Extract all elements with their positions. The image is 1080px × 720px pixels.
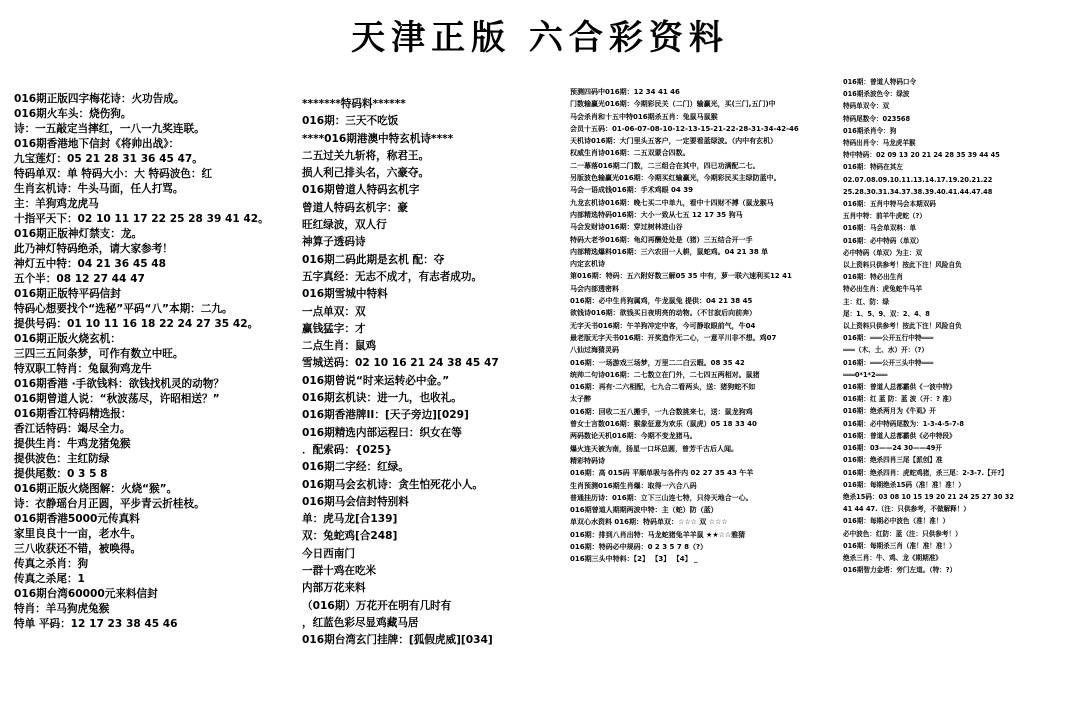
- text-line: 最老版无字天书016期：开奖造作无二心，一意平川非不想。鸡07: [570, 333, 777, 342]
- text-line: 绝杀三肖：牛、鸡、龙《期期准》: [843, 553, 942, 562]
- text-line: 九龙玄机诗016期：晚七买二中单九，看中十四财不搏（鼠龙猴马: [570, 198, 774, 207]
- text-line: 必中波色：红防：蓝（注：只供参考！）: [843, 529, 962, 538]
- text-line: 香江话特码：竭尽全力。: [14, 423, 131, 435]
- text-line: 016期：三天不吃饭: [302, 115, 399, 128]
- text-line: 特单 平码：12 17 23 38 45 46: [14, 618, 178, 630]
- text-line: 016期曾道人特码玄机字: [302, 184, 420, 197]
- text-line: 016期：绝杀四肖：虎蛇鸡猪，杀三尾：2-3-7.【开?】: [843, 468, 1008, 477]
- text-line: 016期：五肖中特马会本期双码: [843, 200, 936, 209]
- text-line: 016期：必中生肖狗属鸡，牛龙鼠兔 提供：04 21 38 45: [570, 297, 753, 306]
- text-line: 精彩特码诗: [570, 456, 605, 465]
- text-line: 雪城送码：02 10 16 21 24 38 45 47: [302, 357, 499, 370]
- text-line: 016期：曾道人总都霸供《一波中特》: [843, 383, 956, 392]
- text-line: 016期：红 蓝 防：蓝 波（开：? 准）: [843, 395, 956, 404]
- text-line: 旺红绿波，双人行: [302, 219, 387, 232]
- text-line: 绝杀15码：03 08 10 15 19 20 21 24 25 27 30 32: [843, 492, 1014, 501]
- text-line: 016期三头中特料：【2】 【3】 【4】 _: [570, 555, 698, 564]
- column-1: [14, 92, 299, 632]
- text-line: 预测四码中016期：12 34 41 46: [570, 88, 680, 96]
- text-line: 内部万花来料: [302, 582, 366, 595]
- text-line: 016期台湾60000元来料信封: [14, 588, 158, 600]
- text-line: 016期：每期绝杀15码（准！准！准！）: [843, 480, 965, 489]
- text-line: 016期曾道人说：“秋波荡尽，许昭相送？”: [14, 393, 220, 405]
- text-line: 016期香港地下信封《将帅出战》：: [14, 138, 180, 150]
- text-line: 十指平天下：02 10 11 17 22 25 28 39 41 42。: [14, 213, 269, 225]
- text-line: 016期正版火烧图解：火烧“猴”。: [14, 483, 178, 495]
- text-line: 今日西南门: [302, 547, 355, 560]
- text-line: 特码心想要找个“选秘”平码“八”本期：二九。: [14, 303, 233, 315]
- text-line: 016期香江特码精选报：: [14, 408, 132, 420]
- text-line: 016期：曾道人总都霸供《必中特段》: [843, 431, 956, 440]
- text-line: 特肖：羊马狗虎兔猴: [14, 603, 110, 615]
- text-line: 两码数论天机016期：今期不变龙猪马。: [570, 432, 697, 441]
- text-line: 016期正版神灯禁支：龙。: [14, 228, 143, 240]
- text-line: 无字天书016期：午羊狗冲定中客，今可静取眼前气，牛04: [570, 321, 756, 330]
- text-line: 生肖玄机诗：牛头马面，任人打骂。: [14, 183, 184, 195]
- page-title: 天津正版 六合彩资料: [351, 18, 729, 58]
- text-line: 传真之杀肖：狗: [14, 558, 89, 570]
- text-line: 三四三五问条梦，可作有数立中旺。: [14, 348, 184, 360]
- text-line: 曾女士言数016期：猴象征意为欢乐（鼠虎）05 18 33 40: [570, 420, 757, 429]
- text-line: 016期：一场游戏三场梦，万里二二白云暇。08 35 42: [570, 358, 745, 367]
- text-line: 诗：一五敲定当摔红，一八一九奖连联。: [14, 123, 205, 135]
- text-line: 传真之杀尾：1: [14, 573, 85, 585]
- text-line: ═══（木、土、水）开：（?）: [843, 346, 928, 355]
- text-line: 016期：高 015码 平顺单吸与各件内 02 27 35 43 午羊: [570, 469, 754, 478]
- text-line: 特码出肖令：马龙虎羊猴: [843, 139, 916, 148]
- text-line: 统帅二句诗016期：二七数立在门外，二七四五两相对。鼠猪: [570, 370, 760, 379]
- text-line: 欲钱诗016期：欲钱买日夜明亮的动物。（不甘寂后向前奔）: [570, 309, 757, 318]
- text-line: 016期马会玄机诗：贪生怕死花小人。: [302, 478, 484, 491]
- text-line: 主：羊狗鸡龙虎马: [14, 198, 99, 210]
- text-line: 016期火车头：烧伤狗。: [14, 108, 132, 120]
- text-line: 016期智力金塔：旁门左道。（特：?）: [843, 566, 957, 575]
- text-line: 赢钱猛字：才: [302, 322, 366, 335]
- text-line: 马会发财诗016期：穿过树林进山谷: [570, 223, 683, 232]
- text-line: ═══0*1*2═══: [843, 370, 888, 379]
- text-line: 必中特码（单双）为主：双: [843, 248, 923, 257]
- text-line: 016期：马会单双料：单: [843, 224, 917, 233]
- text-line: 016期：再有·二六相配，七九合二看两头，送：猪狗蛇不如: [570, 383, 756, 392]
- text-line: 太子醉: [570, 395, 591, 404]
- text-line: 016期：每期必中波色（准！准！）: [843, 517, 950, 526]
- text-line: 特码单双：单 特码大小：大 特码波色：红: [14, 168, 213, 180]
- text-line: 以上资料只供参考！按此下注！风险自负: [843, 322, 962, 331]
- text-line: 二一幕落016期二门数，二三组合在其中，四已功满配二七。: [570, 161, 760, 170]
- text-line: 生肖预测016期生肖爆：取得一六合八码: [570, 481, 697, 490]
- text-line: 016期精选内部运程曰：织女在等: [302, 426, 462, 439]
- text-line: 016期：═══公开五行中特═══: [843, 334, 934, 343]
- text-line: 二五过关九斩将，称君王。: [302, 149, 430, 162]
- text-line: 016期二字经：红绿。: [302, 461, 409, 474]
- text-line: 损人利己排头名，六豪夺。: [302, 167, 430, 180]
- text-line: 三八收获还不错，被唤得。: [14, 543, 142, 555]
- text-line: 特码尾数令：023568: [843, 114, 911, 123]
- text-line: 五字真经：无志不成才，有志者成功。: [302, 270, 483, 283]
- text-line: 016期二码此期是玄机 配：夺: [302, 253, 445, 266]
- text-line: 内部精选爆料016期：三六农田一人耕，鼠蛇鸡。04 21 38 单: [570, 247, 769, 256]
- text-line: 一群十鸡在吃米: [302, 565, 377, 578]
- text-line: 内部精选特码016期：大小一致从七五 12 17 35 狗马: [570, 210, 743, 219]
- text-line: 016期杀肖令：狗: [843, 126, 897, 135]
- text-line: 另版波色输赢光016期：今期买红输赢光，今期彩民买主绿防蓝中。: [570, 174, 781, 183]
- text-line: 41 44 47.（注：只供参考，不做解释！）: [843, 505, 970, 514]
- text-line: 016期正版火烧玄机：: [14, 333, 121, 345]
- text-line: 诗：衣静瑶台月正圆，平步青云折桂枝。: [14, 498, 205, 510]
- text-line: 单：虎马龙[合139]: [302, 513, 398, 526]
- text-line: 016期正版特平码信封: [14, 288, 121, 300]
- text-line: 016期玄机诀：进一九，也收礼。: [302, 392, 462, 405]
- text-line: 内定玄机诗: [570, 260, 605, 269]
- text-line: 家里良良十一亩，老水牛。: [14, 528, 142, 540]
- text-line: 权威生肖诗016期：二五双蒙合四数。: [570, 149, 690, 158]
- text-line: 特码大老爷016期：龟幻再酬处处是（猪）三五结合开一手: [570, 235, 753, 244]
- text-line: 天机诗016期：大门里头五客户，一定要看蓝绿波。（内中有玄机）: [570, 137, 778, 146]
- text-line: 门数输赢光016期：今期彩民关（二门）输赢光，买(三门,五门)中: [570, 100, 776, 109]
- text-line: 爆火连天被为南，扬星一口坏总圆，曾芳千古后人闻。: [570, 444, 738, 453]
- text-line: ，红蓝色彩尽显鸡藏马居: [302, 616, 419, 629]
- text-line: 主：红、防：绿: [843, 297, 890, 306]
- text-line: 八仙过海猜灵码: [570, 346, 619, 355]
- text-line: 尾：1、5、9、双：2、4、8: [843, 309, 930, 318]
- text-line: ．配索码：{025}: [302, 443, 393, 456]
- text-line: 神灯五中特：04 21 36 45 48: [14, 258, 167, 270]
- text-line: 特必出生肖：虎兔蛇牛马羊: [843, 285, 923, 294]
- text-line: 016期：曾道人特码口令: [843, 78, 917, 86]
- text-line: 马会内部透密料: [570, 284, 619, 293]
- text-line: 提供尾数：0 3 5 8: [14, 468, 108, 480]
- text-line: 016期曾说“时来运转必中金。”: [302, 374, 450, 387]
- text-line: 普通挂历诗：016期：立下三山连七特，只待天地合一心。: [570, 493, 753, 502]
- text-line: 一点单双：双: [302, 305, 366, 318]
- text-line: 神算子透码诗: [302, 236, 366, 249]
- text-line: 以上资料只供参考！按此下注！风险自负: [843, 261, 962, 270]
- text-line: 016期正版四字梅花诗：火功告成。: [14, 93, 185, 105]
- text-line: 此乃神灯特码绝杀，请大家参考！: [14, 243, 173, 255]
- text-line: 单双心水资料 016期：特码单双：☆☆☆ 双 ☆☆☆: [570, 518, 728, 527]
- text-line: 016期杀波色令：绿波: [843, 90, 910, 99]
- text-line: 016期：═══公开三头中特═══: [843, 358, 934, 367]
- column-4: [843, 76, 1075, 576]
- text-line: 会员十五码：01-06-07-08-10-12-13-15-21-22-28-31-34-42-46: [570, 124, 799, 133]
- text-line: 特双职工特肖：兔鼠狗鸡龙牛: [14, 363, 152, 375]
- text-line: 第016期：特码：五六附好数三解05 35 中有，萝一联六速利买12 41: [570, 272, 792, 281]
- text-line: ****016期港澳中特玄机诗****: [302, 132, 454, 145]
- text-line: 016期：绝杀两月为《牛虱》开: [843, 407, 936, 416]
- text-line: 九宝莲灯：05 21 28 31 36 45 47。: [14, 153, 203, 165]
- text-line: 016期雪城中特料: [302, 288, 388, 301]
- text-line: 02.07.08.09.10.11.13.14.17.19.20.21.22: [843, 175, 993, 184]
- text-line: 25.28.30.31.34.37.38.39.40.41.44.47.48: [843, 187, 993, 196]
- text-line: *******特码料******: [302, 98, 406, 110]
- text-line: 二点生肖：鼠鸡: [302, 340, 377, 353]
- text-line: 曾道人特码玄机字：豪: [302, 201, 408, 214]
- text-line: 016期：绝杀四肖三尾【派创】准: [843, 456, 943, 465]
- text-line: （016期）万花开在明有几时有: [302, 599, 452, 612]
- text-line: 016期：03——24 30——49开: [843, 444, 942, 453]
- text-line: 特码单双令：双: [843, 102, 890, 111]
- text-line: 016期马会信封特别料: [302, 495, 409, 508]
- text-line: 016期香港牌II：[天子旁边][029]: [302, 409, 469, 422]
- column-2: [302, 96, 564, 650]
- text-line: 016期曾道人期期两波中特：主（蛇）防（蓝）: [570, 506, 718, 515]
- text-line: 016期：特码必中规码：0 2 3 5 7 8（?）: [570, 542, 708, 551]
- text-line: 016期：必中特码尾数为：1-3-4-5-7-8: [843, 419, 964, 428]
- text-line: 016期台湾玄门挂牌：[狐假虎威][034]: [302, 634, 493, 647]
- text-line: 提供生肖：牛鸡龙猪兔猴: [14, 438, 131, 450]
- text-line: 016期：每期杀三肖（准！准！准！）: [843, 541, 956, 550]
- text-line: 特中特码：02 09 13 20 21 24 28 35 39 44 45: [843, 151, 1000, 160]
- text-line: 016期香港 ·手欲钱料：欲钱找机灵的动物？: [14, 378, 224, 390]
- text-line: 五个半：08 12 27 44 47: [14, 273, 145, 285]
- text-line: 马会一语成钱016期：手术鸡眼 04 39: [570, 186, 693, 195]
- text-line: 016期香港5000元传真料: [14, 513, 140, 525]
- text-line: 016期：特必出生肖: [843, 273, 903, 282]
- text-line: 马会杀肖和十五中特016期杀五肖：兔鼠马鼠猴: [570, 112, 718, 121]
- text-line: 016期：必中特码（单双）: [843, 236, 923, 245]
- text-line: 016期：特码在其左: [843, 163, 903, 172]
- column-3: [570, 86, 842, 566]
- text-line: 提供号码：01 10 11 16 18 22 24 27 35 42。: [14, 318, 259, 330]
- text-line: 五肖中特：前羊牛虎蛇（?）: [843, 212, 926, 221]
- text-line: 提供波色：主红防绿: [14, 453, 110, 465]
- text-line: 016期：排到八肖出特：马龙蛇猪兔羊羊鼠 ★★☆☆雅猜: [570, 530, 746, 539]
- text-line: 016期：回收二五八搬手，一九合数挑来七，送：鼠龙狗鸡: [570, 407, 753, 416]
- text-line: 双：兔蛇鸡[合248]: [302, 530, 398, 543]
